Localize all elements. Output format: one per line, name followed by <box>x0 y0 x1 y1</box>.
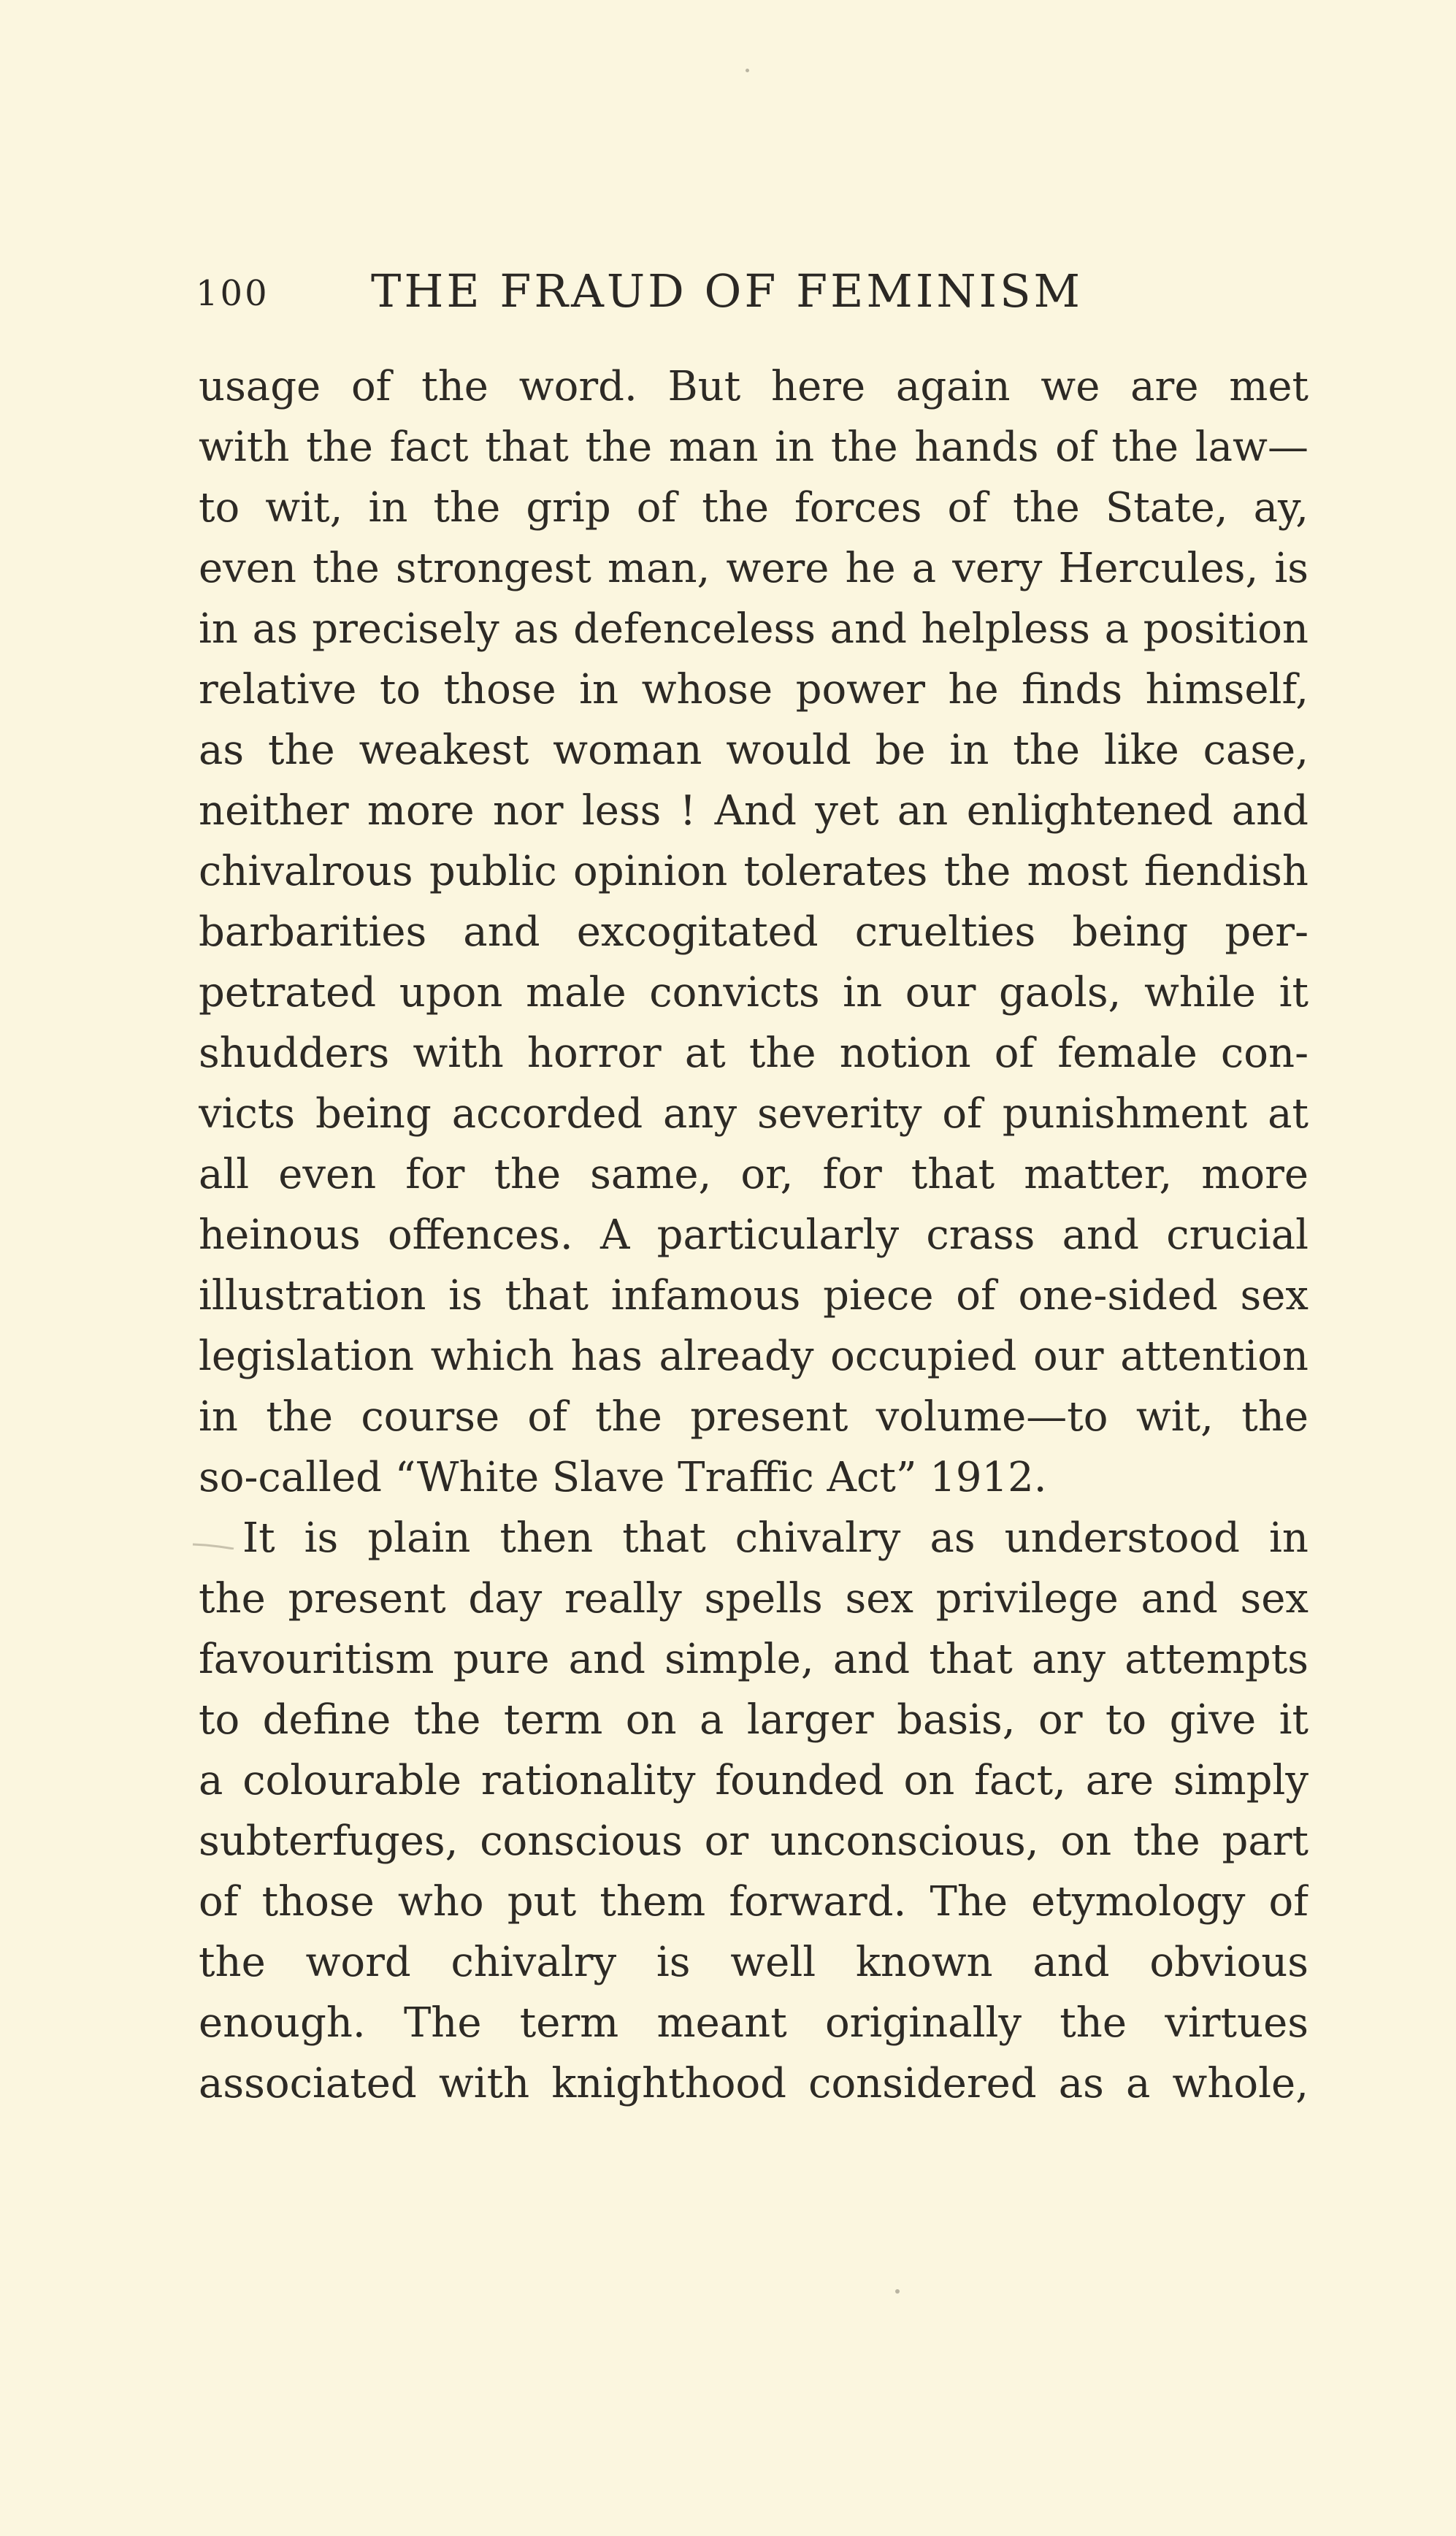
text-line: chivalrous public opinion tolerates the most fiendish <box>199 848 1309 895</box>
text-line: associated with knighthood considered as a whole, <box>199 2060 1309 2107</box>
text-line: as the weakest woman would be in the like case, <box>199 727 1309 774</box>
page-number: 100 <box>196 273 269 314</box>
text-line: with the fact that the man in the hands of the law— <box>199 424 1309 471</box>
text-line: illustration is that infamous piece of one-sided sex <box>199 1272 1309 1319</box>
text-line: subterfuges, conscious or unconscious, on the part <box>199 1817 1309 1865</box>
text-line: heinous offences. A particularly crass and crucial <box>199 1211 1309 1259</box>
text-line: of those who put them forward. The etymology of <box>199 1878 1309 1926</box>
text-line: to define the term on a larger basis, or to give it <box>199 1696 1309 1744</box>
body-text <box>199 356 1309 2114</box>
text-line: enough. The term meant originally the virtues <box>199 1999 1309 2047</box>
text-line: in as precisely as defenceless and helpless a position <box>199 605 1309 653</box>
text-line: It is plain then that chivalry as understood in <box>242 1514 1309 1562</box>
text-line: even the strongest man, were he a very Hercules, is <box>199 545 1309 592</box>
text-line: the word chivalry is well known and obvious <box>199 1939 1309 1986</box>
text-line: in the course of the present volume—to wit, the <box>199 1393 1309 1441</box>
text-line: shudders with horror at the notion of female con- <box>199 1030 1309 1077</box>
text-line: neither more nor less ! And yet an enlightened and <box>199 787 1309 835</box>
running-head <box>196 257 1313 323</box>
running-title: THE FRAUD OF FEMINISM <box>371 264 1084 318</box>
text-line: petrated upon male convicts in our gaols, while it <box>199 969 1309 1016</box>
paper-speck-top <box>746 69 749 72</box>
text-line: to wit, in the grip of the forces of the State, ay, <box>199 484 1309 532</box>
text-line: victs being accorded any severity of punishment at <box>199 1090 1309 1138</box>
paper-speck-bottom <box>895 2289 900 2294</box>
text-line: legislation which has already occupied our attention <box>199 1333 1309 1380</box>
text-line: favouritism pure and simple, and that any attempts <box>199 1636 1309 1683</box>
text-line: usage of the word. But here again we are met <box>199 363 1309 410</box>
text-line: a colourable rationality founded on fact, are simply <box>199 1757 1309 1804</box>
text-line: the present day really spells sex privilege and sex <box>199 1575 1309 1623</box>
text-line: barbarities and excogitated cruelties being per- <box>199 908 1309 956</box>
text-line: relative to those in whose power he finds himself, <box>199 666 1309 713</box>
text-line: all even for the same, or, for that matter, more <box>199 1151 1309 1198</box>
text-line: so-called “White Slave Traffic Act” 1912. <box>199 1454 1047 1501</box>
